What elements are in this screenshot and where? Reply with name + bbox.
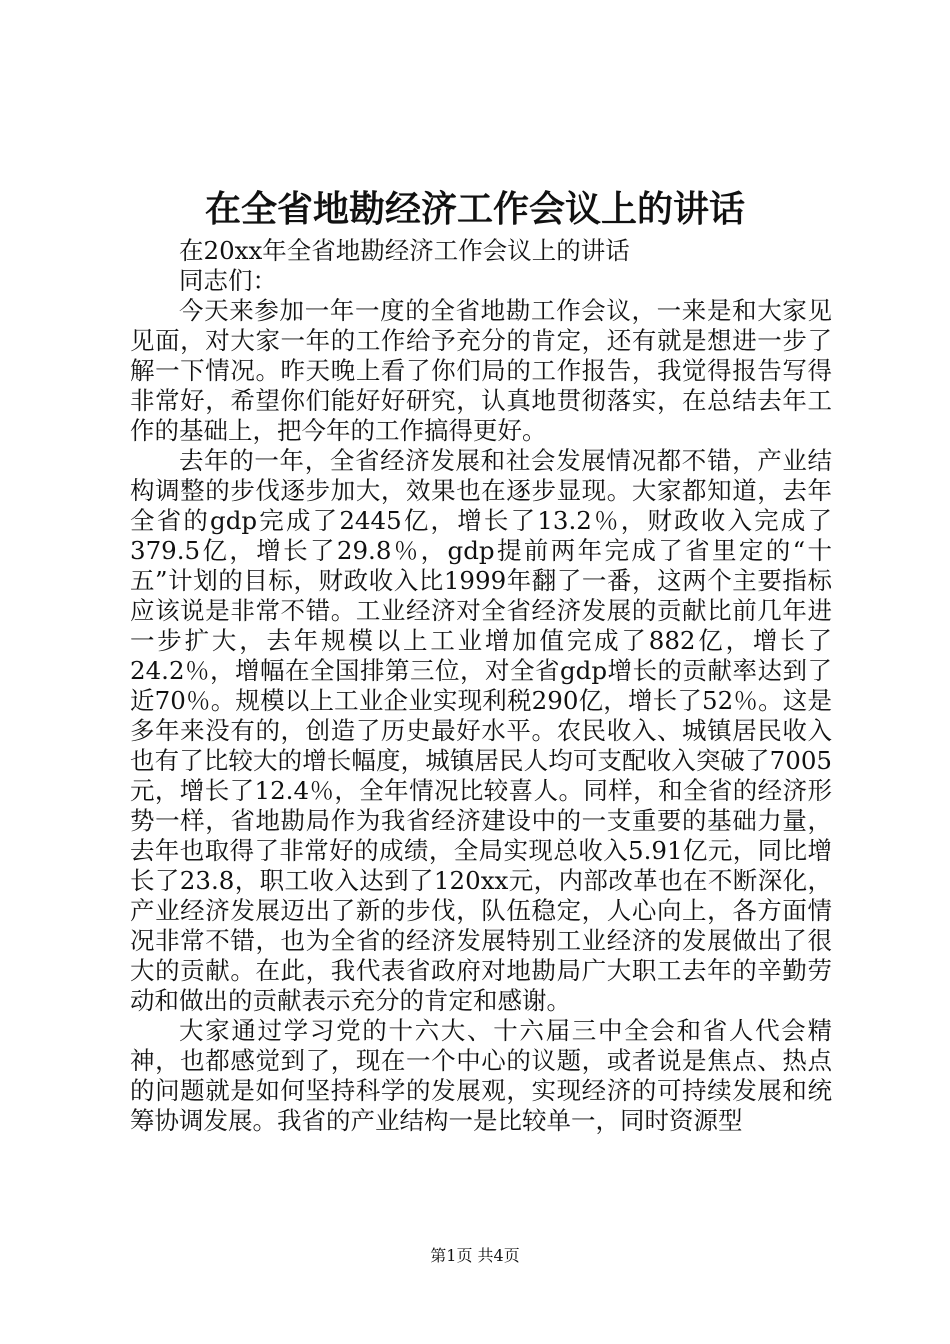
- subtitle-paragraph: 在20xx年全省地勘经济工作会议上的讲话: [179, 236, 630, 265]
- body-paragraph: 大家通过学习党的十六大、十六届三中全会和省人代会精神，也都感觉到了，现在一个中心的议题，或者说是焦点、热点的问题就是如何坚持科学的发展观，实现经济的可持续发展和统筹协调发展。我省的产业结构一是比较单一，同时资源型: [130, 1016, 832, 1135]
- document-title: 在全省地勘经济工作会议上的讲话: [204, 188, 745, 230]
- salutation-paragraph: 同志们：: [179, 266, 277, 295]
- body-paragraph: 去年的一年，全省经济发展和社会发展情况都不错，产业结构调整的步伐逐步加大，效果也在逐步显现。大家都知道，去年全省的gdp完成了2445亿，增长了13.2％，财政收入完成了379.5亿，增长了29.8％，gdp提前两年完成了省里定的“十五”计划的目标，财政收入比1999年翻了一番，这两个主要指标应该说是非常不错。工业经济对全省经济发展的贡献比前几年进一步扩大，去年规模以上工业增加值完成了882亿，增长了24.2％，增幅在全国排第三位，对全省gdp增长的贡献率达到了近70％。规模以上工业企业实现利税290亿，增长了52％。这是多年来没有的，创造了历史最好水平。农民收入、城镇居民收入也有了比较大的增长幅度，城镇居民人均可支配收入突破了7005元，增长了12.4％，全年情况比较喜人。同样，和全省的经济形势一样，省地勘局作为我省经济建设中的一支重要的基础力量，去年也取得了非常好的成绩，全局实现总收入5.91亿元，同比增长了23.8，职工收入达到了120xx元，内部改革也在不断深化，产业经济发展迈出了新的步伐，队伍稳定，人心向上，各方面情况非常不错，也为全省的经济发展特别工业经济的发展做出了很大的贡献。在此，我代表省政府对地勘局广大职工去年的辛勤劳动和做出的贡献表示充分的肯定和感谢。: [130, 446, 832, 1015]
- page-footer: 第1页 共4页: [430, 1246, 520, 1265]
- body-paragraph: 今天来参加一年一度的全省地勘工作会议，一来是和大家见见面，对大家一年的工作给予充分的肯定，还有就是想进一步了解一下情况。昨天晚上看了你们局的工作报告，我觉得报告写得非常好，希望你们能好好研究，认真地贯彻落实，在总结去年工作的基础上，把今年的工作搞得更好。: [130, 296, 832, 445]
- document-body: [130, 236, 832, 1136]
